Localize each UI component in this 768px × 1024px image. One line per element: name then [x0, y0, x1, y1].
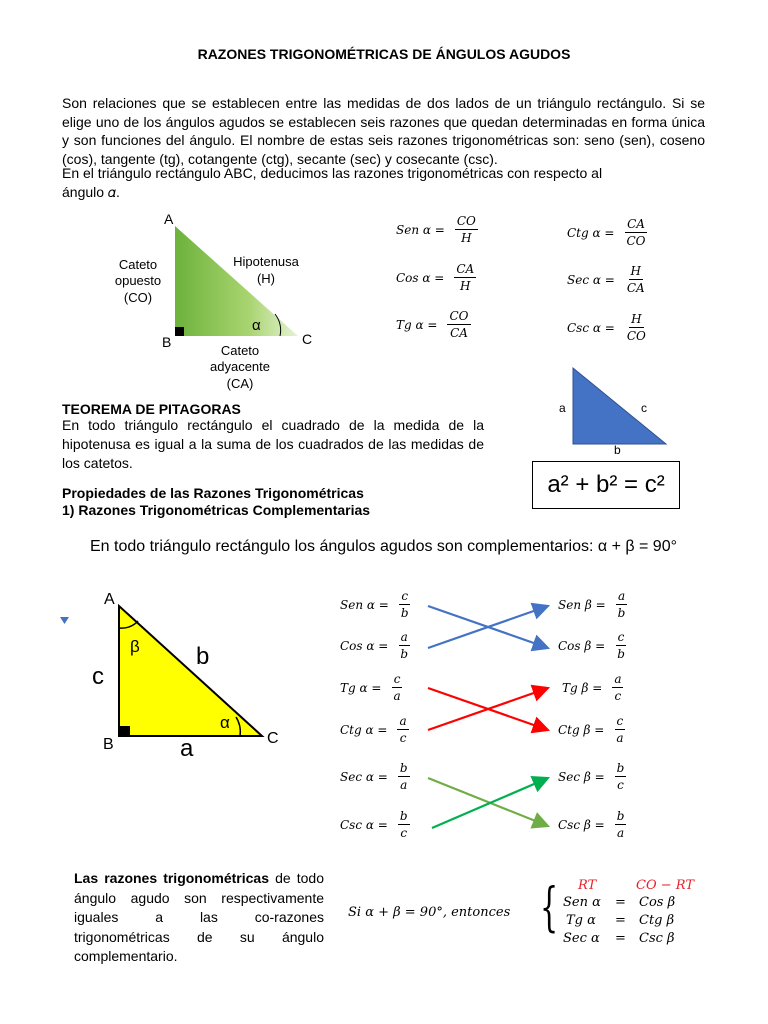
- ratio-csc-num: H: [631, 312, 642, 326]
- pair-right-sen-num: a: [617, 589, 626, 603]
- conclusion-row-3: [563, 931, 693, 946]
- pair-right-csc-lhs: Csc β =: [558, 817, 605, 832]
- intro-line-2: ángulo 𝛼.: [62, 183, 120, 200]
- ratio-sen-den: H: [461, 231, 472, 245]
- conclusion-row-1-eq: =: [615, 895, 626, 910]
- pair-left-sec-lhs: Sec α =: [340, 769, 388, 784]
- intro-line-1: En el triángulo rectángulo ABC, deducimos las razones trigonométricas con respecto al: [62, 165, 603, 181]
- conclusion-row-1: [563, 895, 693, 910]
- ratio-tg-lhs: Tg α =: [396, 317, 438, 332]
- pair-left-sec-num: b: [399, 761, 408, 775]
- pair-right-csc-den: a: [616, 826, 625, 840]
- complementary-sentence: En todo triángulo rectángulo los ángulos agudos son complementarios: α + β = 90°: [90, 538, 677, 555]
- complementary-arrows: [420, 590, 560, 840]
- pythagoras-label-c: c: [641, 401, 647, 415]
- pair-right-ctg: [558, 714, 625, 745]
- ratio-sec-den: CA: [626, 281, 645, 295]
- ratio-sen-num: CO: [456, 214, 476, 228]
- ratio-sen: [396, 214, 478, 245]
- conclusion-rest: de todo ángulo agudo son respectivamente iguales a las co-razones trigonométricas de su ángulo complementario.: [74, 870, 324, 964]
- pair-left-ctg-den: c: [399, 731, 407, 745]
- pair-left-cos-den: b: [400, 647, 409, 661]
- ratio-cos-den: H: [460, 279, 471, 293]
- hyp-label-1: Hipotenusa: [233, 254, 299, 269]
- pair-right-ctg-lhs: Ctg β =: [558, 722, 605, 737]
- co-label-2: opuesto: [114, 273, 162, 288]
- pair-left-cos: [340, 630, 410, 661]
- pair-left-sen: [340, 589, 411, 620]
- triangle-abc: [175, 226, 298, 336]
- alpha-label-2: α: [220, 713, 230, 732]
- right-angle-mark: [175, 327, 184, 336]
- conclusion-row-1-left: Sen α: [563, 895, 601, 910]
- pair-left-sen-num: c: [401, 589, 409, 603]
- hyp-label-2: (H): [256, 271, 276, 286]
- pair-right-tg-lhs: Tg β =: [562, 680, 603, 695]
- pythagoras-triangle-shape: [573, 368, 666, 444]
- pair-left-ctg-num: a: [399, 714, 407, 728]
- pair-left-sec-den: a: [400, 778, 408, 792]
- pair-left-tg-num: c: [393, 672, 401, 686]
- pair-left-csc-lhs: Csc α =: [340, 817, 388, 832]
- ca-label-3: (CA): [226, 376, 254, 391]
- ca-label-2: adyacente: [210, 359, 270, 374]
- conclusion-row-2-eq: =: [615, 913, 626, 928]
- pair-left-ctg-lhs: Ctg α =: [340, 722, 388, 737]
- triangle-figure-2: [86, 586, 286, 762]
- ratio-cos-lhs: Cos α =: [396, 270, 445, 285]
- vertex-b-label: B: [162, 334, 172, 350]
- conclusion-eq-lhs: Si α + β = 90°, entonces: [348, 905, 511, 920]
- conclusion-header-rt: RT: [578, 878, 597, 893]
- pair-left-ctg: [340, 714, 409, 745]
- pair-right-cos-num: c: [617, 630, 625, 644]
- conclusion-row-3-right: Csc β: [639, 931, 675, 946]
- ratio-tg-den: CA: [450, 326, 468, 340]
- ratio-cos-num: CA: [456, 262, 475, 276]
- ratio-tg-num: CO: [449, 309, 469, 323]
- conclusion-bold: Las razones trigonométricas: [74, 870, 269, 886]
- ca-label-1: Cateto: [220, 343, 260, 358]
- pair-right-sen-lhs: Sen β =: [558, 597, 606, 612]
- pair-left-cos-num: a: [400, 630, 408, 644]
- ratio-cos: [396, 262, 476, 293]
- conclusion-row-1-right: Cos β: [639, 895, 676, 910]
- vertex-c-label-2: C: [267, 730, 279, 747]
- pair-right-sen-den: b: [617, 606, 626, 620]
- ratio-tg: [396, 309, 471, 340]
- pythagoras-label-b: b: [614, 443, 621, 457]
- side-c-label: c: [92, 663, 104, 690]
- pair-right-sec-den: c: [617, 778, 624, 792]
- triangle-abc-2: [119, 606, 262, 736]
- pair-right-ctg-num: c: [616, 714, 624, 728]
- ratio-sec-num: H: [630, 264, 641, 278]
- pair-right-cos-lhs: Cos β =: [558, 638, 606, 653]
- pair-left-csc: [340, 809, 410, 840]
- conclusion-header-co-rt: CO − RT: [636, 878, 694, 893]
- ratio-ctg-lhs: Ctg α =: [567, 225, 615, 240]
- pair-right-sec-num: b: [616, 761, 625, 775]
- bullet-marker: [60, 617, 70, 625]
- pair-right-ctg-den: a: [616, 731, 624, 745]
- pythagoras-formula-box: [532, 461, 680, 509]
- pair-left-tg: [340, 672, 403, 703]
- pair-right-csc: [558, 809, 626, 840]
- pair-left-sen-lhs: Sen α =: [340, 597, 389, 612]
- vertex-c-label: C: [302, 331, 313, 347]
- vertex-a-label-2: A: [104, 591, 115, 608]
- pythagoras-heading: TEOREMA DE PITAGORAS: [62, 401, 241, 417]
- pythagoras-formula: a² + b² = c²: [547, 471, 665, 498]
- pair-left-csc-num: b: [399, 809, 408, 823]
- conclusion-brace: {: [540, 878, 559, 938]
- vertex-b-label-2: B: [103, 736, 114, 753]
- pair-left-sen-den: b: [400, 606, 409, 620]
- beta-label: β: [130, 637, 140, 656]
- properties-item-1: 1) Razones Trigonométricas Complementarias: [62, 502, 371, 518]
- pair-right-cos-den: b: [617, 647, 625, 661]
- right-angle-mark-2: [119, 726, 130, 736]
- pythagoras-triangle: [548, 362, 678, 458]
- side-a-label: a: [180, 735, 194, 762]
- conclusion-row-2: [566, 913, 696, 928]
- pair-left-sec: [340, 761, 410, 792]
- pair-left-csc-den: c: [400, 826, 408, 840]
- ratio-ctg-num: CA: [627, 217, 645, 231]
- pair-right-cos: [558, 630, 627, 661]
- intro-paragraph-2: [62, 164, 602, 201]
- pair-right-tg-num: a: [614, 672, 622, 686]
- ratio-sen-lhs: Sen α =: [396, 222, 445, 237]
- conclusion-row-3-eq: =: [615, 931, 626, 946]
- ratio-csc-lhs: Csc α =: [567, 320, 615, 335]
- ratio-ctg: [567, 217, 648, 248]
- properties-heading: Propiedades de las Razones Trigonométricas: [62, 485, 364, 501]
- alpha-label: α: [252, 317, 261, 334]
- pair-left-tg-den: a: [393, 689, 401, 703]
- pair-right-csc-num: b: [616, 809, 625, 823]
- conclusion-paragraph: [74, 869, 324, 967]
- pair-right-tg: [562, 672, 623, 703]
- pythagoras-label-a: a: [559, 401, 566, 415]
- pair-left-cos-lhs: Cos α =: [340, 638, 389, 653]
- ratio-csc: [567, 312, 648, 343]
- triangle-figure-1: [100, 208, 330, 398]
- pair-left-tg-lhs: Tg α =: [340, 680, 382, 695]
- ratio-ctg-den: CO: [626, 234, 646, 248]
- ratio-csc-den: CO: [626, 329, 646, 343]
- pair-right-sec: [558, 761, 626, 792]
- pair-right-tg-den: c: [614, 689, 622, 703]
- conclusion-row-2-right: Ctg β: [639, 913, 675, 928]
- intro-paragraph: Son relaciones que se establecen entre las medidas de dos lados de un triángulo rectángulo. Si se elige uno de los ángulos agudos se establecen seis razones que quedan determinadas en forma única y son funciones del ángulo. El nombre de estas seis razones trigonométricas son: seno (sen), coseno (cos), tangente (tg), cotangente (ctg), secante (sec) y cosecante (csc).: [62, 95, 705, 167]
- pythagoras-body: En todo triángulo rectángulo el cuadrado de la medida de la hipotenusa es igual a la suma de los cuadrados de las medidas de los catetos.: [62, 417, 484, 471]
- co-label-3: (CO): [123, 290, 153, 305]
- vertex-a-label: A: [164, 211, 174, 227]
- pair-right-sec-lhs: Sec β =: [558, 769, 605, 784]
- pair-right-sen: [558, 589, 627, 620]
- co-label-1: Cateto: [118, 257, 158, 272]
- conclusion-row-3-left: Sec α: [563, 931, 600, 946]
- page-title: RAZONES TRIGONOMÉTRICAS DE ÁNGULOS AGUDOS: [197, 46, 571, 62]
- conclusion-row-2-left: Tg α: [566, 913, 596, 928]
- side-b-label: b: [196, 643, 210, 670]
- ratio-sec-lhs: Sec α =: [567, 272, 615, 287]
- ratio-sec: [567, 264, 647, 295]
